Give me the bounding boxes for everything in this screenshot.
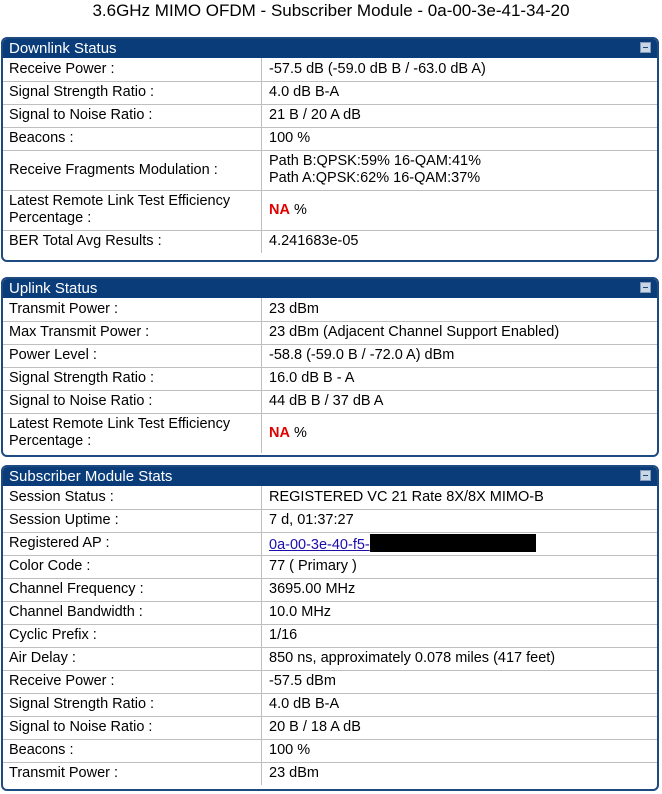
row-value: -57.5 dB (-59.0 dB B / -63.0 dB A) [262,58,658,81]
row-value: 23 dBm (Adjacent Channel Support Enabled) [262,321,658,344]
collapse-icon[interactable] [640,282,651,293]
table-row [3,150,657,190]
na-value: NA [269,201,290,218]
table-row [3,58,657,81]
table-row [3,230,657,253]
na-value: NA [269,424,290,441]
row-label: Beacons : [3,739,262,762]
row-value: 23 dBm [262,298,658,321]
page-title: 3.6GHz MIMO OFDM - Subscriber Module - 0a-00-3e-41-34-20 [92,1,570,20]
table-row [3,716,657,739]
table-row [3,762,657,785]
table-row [3,670,657,693]
panel-header [3,279,657,298]
table-row [3,578,657,601]
row-value: 16.0 dB B - A [262,367,658,390]
row-label: Air Delay : [3,647,262,670]
table-row [3,344,657,367]
row-label: Session Status : [3,486,262,509]
row-label [3,190,262,230]
table-row [3,81,657,104]
row-value [262,413,658,453]
uplink-status-panel [1,277,659,457]
row-label: Signal to Noise Ratio : [3,104,262,127]
row-value: 4.0 dB B-A [262,81,658,104]
table-row [3,647,657,670]
row-label: Signal to Noise Ratio : [3,390,262,413]
table-row [3,127,657,150]
table-row [3,601,657,624]
row-label: Cyclic Prefix : [3,624,262,647]
label-line-2: Percentage : [9,433,92,450]
table-row [3,739,657,762]
row-value: 77 ( Primary ) [262,555,658,578]
subscriber-module-stats-panel [1,465,659,791]
row-value: 44 dB B / 37 dB A [262,390,658,413]
row-value: 850 ns, approximately 0.078 miles (417 feet) [262,647,658,670]
registered-ap-link[interactable]: 0a-00-3e-40-f5- [269,536,370,553]
row-label: Receive Power : [3,58,262,81]
row-value: 10.0 MHz [262,601,658,624]
row-label: Beacons : [3,127,262,150]
row-value: 20 B / 18 A dB [262,716,658,739]
percent-unit: % [293,424,307,441]
row-value: 100 % [262,739,658,762]
table-row [3,190,657,230]
row-value: 100 % [262,127,658,150]
row-value [262,190,658,230]
label-line-1: Latest Remote Link Test Efficiency [9,193,231,209]
table-row [3,298,657,321]
row-label: Power Level : [3,344,262,367]
row-value: 1/16 [262,624,658,647]
panel-header [3,467,657,486]
row-label: Registered AP : [3,532,262,555]
table-row [3,486,657,509]
panel-title: Downlink Status [9,40,117,57]
row-label: Session Uptime : [3,509,262,532]
table-row [3,390,657,413]
downlink-status-panel [1,37,659,262]
modulation-path-a: Path A:QPSK:62% 16-QAM:37% [269,170,481,186]
collapse-icon[interactable] [640,42,651,53]
row-label [3,413,262,453]
downlink-table [3,58,657,253]
row-label: Receive Fragments Modulation : [3,150,262,190]
row-label: Max Transmit Power : [3,321,262,344]
row-label: Signal Strength Ratio : [3,367,262,390]
row-value: 4.0 dB B-A [262,693,658,716]
row-value: 21 B / 20 A dB [262,104,658,127]
row-label: Transmit Power : [3,762,262,785]
row-label: Signal to Noise Ratio : [3,716,262,739]
row-value: 3695.00 MHz [262,578,658,601]
row-label: Channel Frequency : [3,578,262,601]
row-value: -58.8 (-59.0 B / -72.0 A) dBm [262,344,658,367]
panel-title: Uplink Status [9,280,98,297]
row-label: Transmit Power : [3,298,262,321]
table-row [3,624,657,647]
row-value: 23 dBm [269,765,319,782]
table-row [3,413,657,453]
label-line-1: Latest Remote Link Test Efficiency [9,416,231,433]
row-value: -57.5 dBm [262,670,658,693]
row-label: Signal Strength Ratio : [3,693,262,716]
modulation-path-b: Path B:QPSK:59% 16-QAM:41% [269,153,481,169]
row-value [262,150,658,190]
table-row [3,555,657,578]
table-row [3,693,657,716]
row-value [262,532,658,555]
row-value: REGISTERED VC 21 Rate 8X/8X MIMO-B [262,486,658,509]
table-row [3,321,657,344]
table-row [3,104,657,127]
redaction-block [370,534,536,552]
panel-header [3,39,657,58]
uplink-table [3,298,657,453]
collapse-icon[interactable] [640,470,651,481]
label-line-2: Percentage : [9,210,92,226]
row-value: 4.241683e-05 [269,233,359,250]
row-label: Color Code : [3,555,262,578]
row-label: Channel Bandwidth : [3,601,262,624]
row-label: BER Total Avg Results : [3,230,262,253]
percent-unit: % [293,201,307,218]
row-label: Receive Power : [3,670,262,693]
table-row [3,367,657,390]
table-row [3,532,657,555]
table-row [3,509,657,532]
panel-title: Subscriber Module Stats [9,468,173,485]
row-label: Signal Strength Ratio : [3,81,262,104]
row-value: 7 d, 01:37:27 [262,509,658,532]
sm-stats-table [3,486,657,785]
